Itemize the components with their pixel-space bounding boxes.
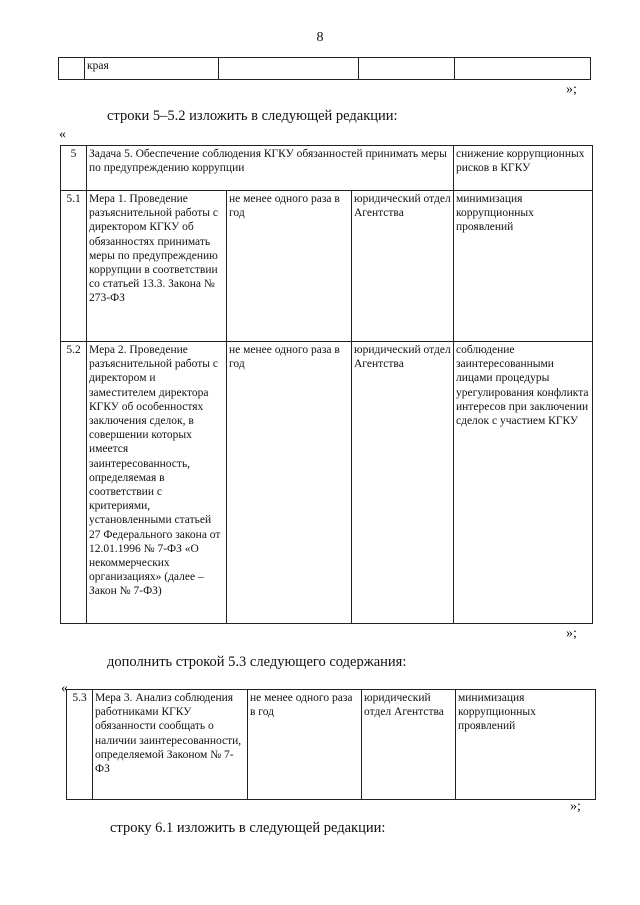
measure-cell: Мера 3. Анализ соблюдения работниками КГКУ обязанности сообщать о наличии заинтересованности, определяемой Законом № 7-ФЗ — [93, 690, 248, 800]
section3-heading: строку 6.1 изложить в следующей редакции: — [110, 820, 386, 836]
cont-cell-text: края — [85, 58, 219, 80]
executor-cell: юридический отдел Агентства — [362, 690, 456, 800]
period-cell: не менее одного раза в год — [227, 191, 352, 342]
task-result: снижение коррупционных рисков в КГКУ — [454, 146, 593, 191]
opening-quote-2: « — [61, 681, 68, 696]
cont-cell-empty — [219, 58, 359, 80]
section1-heading: строки 5–5.2 изложить в следующей редакции: — [107, 108, 398, 124]
table-row — [67, 690, 596, 800]
result-cell: минимизация коррупционных проявлений — [456, 690, 596, 800]
table-row — [61, 146, 593, 191]
closing-quote-3: »; — [570, 799, 581, 814]
measure-cell: Мера 1. Проведение разъяснительной работы с директором КГКУ об обязанностях принимать меры по предупреждению коррупции в соответствии со статьей 13.3. Закона № 273-ФЗ — [87, 191, 227, 342]
table-row — [61, 191, 593, 342]
table-row-5-3 — [66, 689, 596, 800]
cont-cell-empty — [455, 58, 591, 80]
executor-cell: юридический отдел Агентства — [352, 342, 454, 624]
task-title: Задача 5. Обеспечение соблюдения КГКУ обязанностей принимать меры по предупреждению коррупции — [87, 146, 454, 191]
measure-cell: Мера 2. Проведение разъяснительной работы с директором и заместителем директора КГКУ об особенностях заключения сделок, в совершении которых имеется заинтересованность, определяемая в соответствии с критериями, установленными статьей 27 Федерального закона от 12.01.1996 № 7-ФЗ «О некоммерческих организациях» (далее – Закон № 7-ФЗ) — [87, 342, 227, 624]
table-continuation — [58, 57, 591, 80]
closing-quote-1: »; — [566, 82, 577, 97]
row-number: 5.2 — [61, 342, 87, 624]
period-cell: не менее одного раза в год — [227, 342, 352, 624]
period-cell: не менее одного раза в год — [248, 690, 362, 800]
executor-cell: юридический отдел Агентства — [352, 191, 454, 342]
row-number: 5.3 — [67, 690, 93, 800]
result-cell: минимизация коррупционных проявлений — [454, 191, 593, 342]
result-cell: соблюдение заинтересованными лицами процедуры урегулирования конфликта интересов при заключении сделок с участием КГКУ — [454, 342, 593, 624]
opening-quote-1: « — [59, 127, 66, 142]
page-number: 8 — [316, 30, 324, 45]
closing-quote-2: »; — [566, 626, 577, 641]
cont-cell-empty — [359, 58, 455, 80]
row-number: 5 — [61, 146, 87, 191]
section2-heading: дополнить строкой 5.3 следующего содержания: — [107, 654, 407, 670]
row-number: 5.1 — [61, 191, 87, 342]
table-row — [61, 342, 593, 624]
table-tasks-5 — [60, 145, 593, 624]
cont-cell-empty — [59, 58, 85, 80]
